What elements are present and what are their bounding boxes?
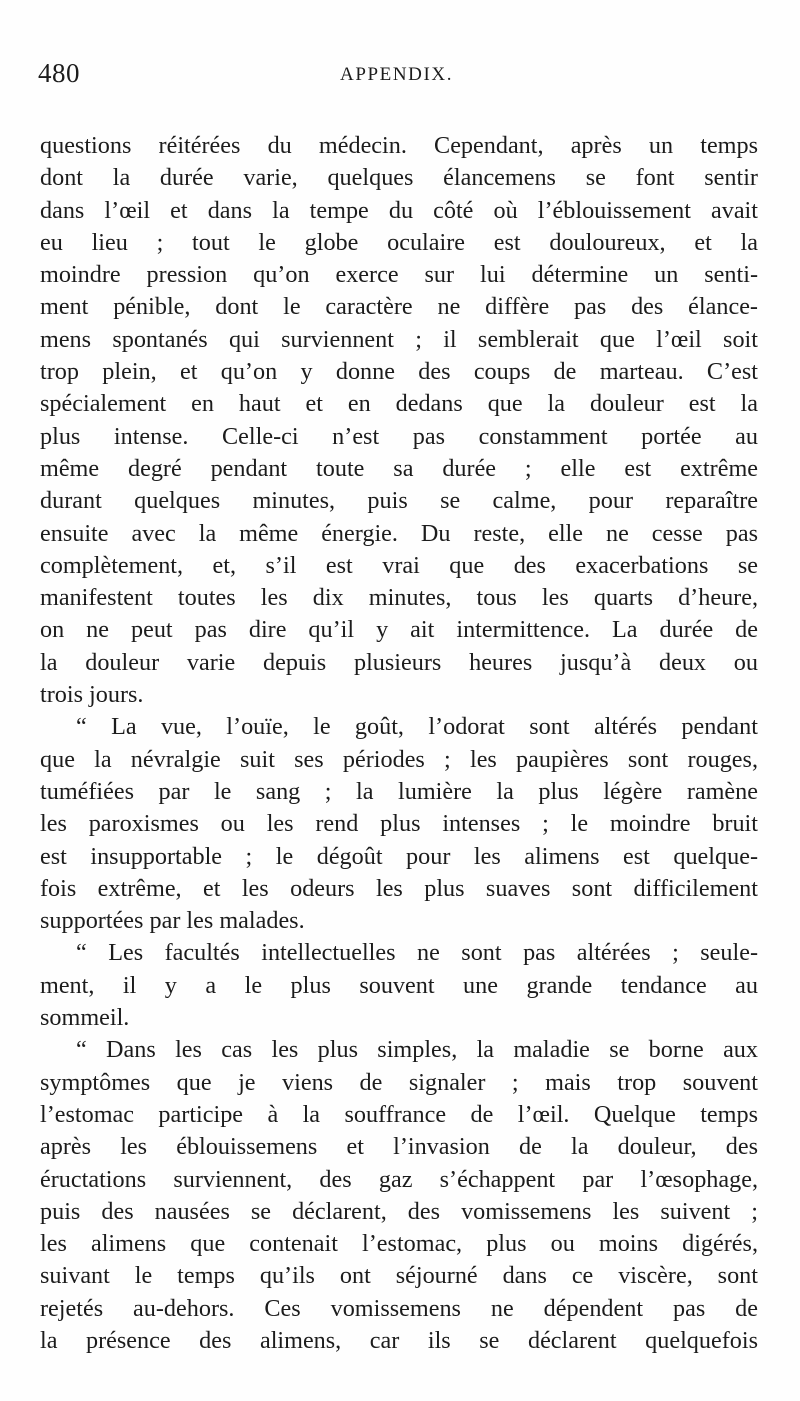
text-line: moindre pression qu’on exerce sur lui détermine un senti-: [40, 261, 758, 289]
text-line: plus intense. Celle-ci n’est pas constamment portée au: [40, 422, 758, 450]
text-line: supportées par les malades.: [40, 907, 305, 935]
text-line: trois jours.: [40, 681, 144, 709]
text-line: tuméfiées par le sang ; la lumière la plus légère ramène: [40, 777, 758, 805]
text-line: après les éblouissemens et l’invasion de la douleur, des: [40, 1133, 758, 1161]
text-line: même degré pendant toute sa durée ; elle est extrême: [40, 454, 758, 482]
text-line: complètement, et, s’il est vrai que des exacerbations se: [40, 551, 758, 579]
text-line: est insupportable ; le dégoût pour les alimens est quelque-: [40, 842, 758, 870]
text-line: spécialement en haut et en dedans que la douleur est la: [40, 390, 758, 418]
text-line: trop plein, et qu’on y donne des coups de marteau. C’est: [40, 358, 758, 386]
text-line: dans l’œil et dans la tempe du côté où l’éblouissement avait: [40, 196, 758, 224]
text-line: fois extrême, et les odeurs les plus suaves sont difficilement: [40, 874, 758, 902]
body-text: [40, 130, 758, 1357]
text-line: “ La vue, l’ouïe, le goût, l’odorat sont altérés pendant: [76, 713, 758, 741]
text-line: “ Les facultés intellectuelles ne sont pas altérées ; seule-: [76, 939, 758, 967]
text-line: éructations surviennent, des gaz s’échappent par l’œsophage,: [40, 1165, 758, 1193]
text-line: les alimens que contenait l’estomac, plus ou moins digérés,: [40, 1230, 758, 1258]
text-line: la présence des alimens, car ils se déclarent quelquefois: [40, 1326, 758, 1354]
text-line: la douleur varie depuis plusieurs heures jusqu’à deux ou: [40, 648, 758, 676]
text-line: symptômes que je viens de signaler ; mais trop souvent: [40, 1068, 758, 1096]
text-line: “ Dans les cas les plus simples, la maladie se borne aux: [76, 1036, 758, 1064]
text-line: rejetés au-dehors. Ces vomissemens ne dépendent pas de: [40, 1294, 758, 1322]
text-line: dont la durée varie, quelques élancemens se font sentir: [40, 164, 758, 192]
text-line: ensuite avec la même énergie. Du reste, elle ne cesse pas: [40, 519, 758, 547]
text-line: l’estomac participe à la souffrance de l’œil. Quelque temps: [40, 1100, 758, 1128]
text-line: puis des nausées se déclarent, des vomissemens les suivent ;: [40, 1197, 758, 1225]
page-number: 480: [38, 58, 80, 88]
text-line: sommeil.: [40, 1004, 130, 1032]
text-line: eu lieu ; tout le globe oculaire est douloureux, et la: [40, 228, 758, 256]
running-head: [38, 58, 758, 94]
text-line: que la névralgie suit ses périodes ; les paupières sont rouges,: [40, 745, 758, 773]
text-line: questions réitérées du médecin. Cependant, après un temps: [40, 132, 758, 159]
text-line: les paroxismes ou les rend plus intenses ; le moindre bruit: [40, 810, 758, 838]
text-line: manifestent toutes les dix minutes, tous les quarts d’heure,: [40, 584, 758, 612]
text-line: suivant le temps qu’ils ont séjourné dans ce viscère, sont: [40, 1262, 758, 1290]
running-title: APPENDIX.: [340, 64, 454, 85]
text-line: ment, il y a le plus souvent une grande tendance au: [40, 971, 758, 999]
text-line: on ne peut pas dire qu’il y ait intermittence. La durée de: [40, 616, 758, 644]
text-line: ment pénible, dont le caractère ne diffère pas des élance-: [40, 293, 758, 321]
text-line: durant quelques minutes, puis se calme, pour reparaître: [40, 487, 758, 515]
text-line: mens spontanés qui surviennent ; il semblerait que l’œil soit: [40, 325, 758, 353]
